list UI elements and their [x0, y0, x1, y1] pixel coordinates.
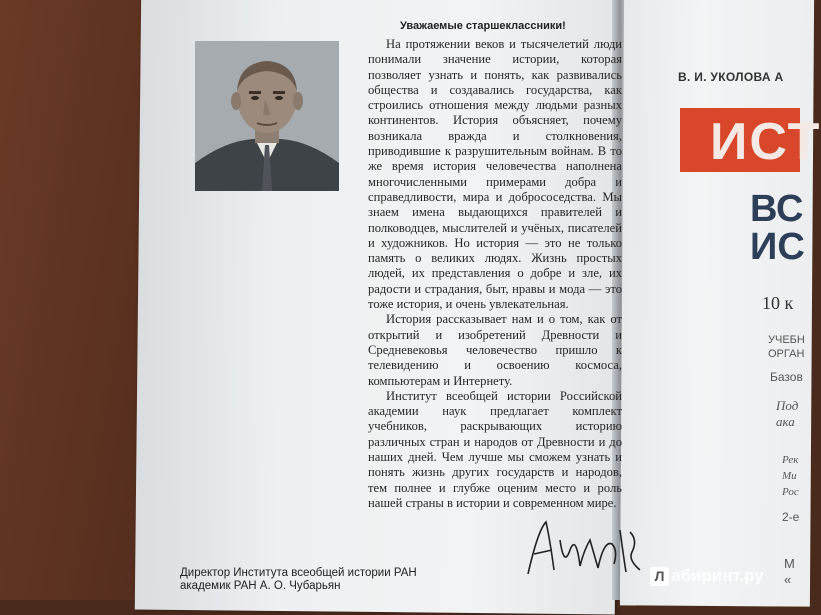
right-small-line: « [784, 572, 792, 587]
handwritten-signature [520, 510, 650, 582]
watermark-text: абиринт.ру [671, 566, 764, 585]
right-small-line: М [784, 556, 795, 571]
director-line-2: академик РАН А. О. Чубарьян [180, 580, 341, 592]
title-banner [680, 108, 821, 172]
author-names: В. И. УКОЛОВА А [678, 70, 784, 84]
labirint-watermark [650, 566, 764, 586]
director-caption [180, 567, 417, 593]
director-line-1: Директор Института всеобщей истории РАН [180, 567, 417, 579]
right-small-line: Рос [782, 486, 799, 498]
paragraph-3: Институт всеобщей истории Российской академии наук предлагает комплект учебников, раскрывающих историю различных стран и народов от Древности и до наших дней. Чем лучше мы сможем узнать и понять жизнь других государств и народов, тем полнее и глубже оценим место и роль нашей страны в истории и современном мире. [368, 388, 622, 510]
banner-text: ИСТ [710, 113, 821, 171]
right-small-line: Ми [782, 470, 797, 482]
right-small-line: 2-е [782, 510, 800, 524]
title-line-2: ИС [750, 226, 805, 268]
right-small-line: Под [776, 398, 799, 413]
grade-label: 10 к [762, 293, 794, 313]
paragraph-2: История рассказывает нам и о том, как от открытий и изобретений Древности и Средневековья человечество пришло к телевидению и освоению космоса, компьютерам и Интернету. [368, 312, 622, 388]
right-small-line: ОРГАН [768, 348, 805, 360]
greeting-heading: Уважаемые старшеклассники! [400, 20, 566, 32]
title-line-1: ВС [750, 188, 804, 230]
labirint-logo-icon: Л [650, 567, 669, 586]
greeting-body-text [368, 37, 622, 511]
right-small-line: УЧЕБН [768, 334, 805, 346]
right-small-line: ака [776, 414, 795, 429]
right-small-line: Базов [770, 370, 803, 384]
paragraph-1: На протяжении веков и тысячелетий люди понимали значение истории, которая позволяет узнать и понять, как развивались общества и создавались государства, как строились отношения между людьми разных континентов. История объясняет, почему возникала вражда и столкновения, приводившие к разрушительным войнам. В то же время история человечества наполнена многочисленными примерами добра и справедливости, мира и добрососедства. Мы знаем имена выдающихся правителей и полководцев, мыслителей и учёных, писателей и художников. Но история — это не только память о великих людях. Жизнь простых людей, их представления о добре и зле, их радости и страдания, быт, нравы и мода — это тоже история, и очень увлекательная. [368, 37, 622, 312]
right-small-line: Рек [782, 454, 799, 466]
author-portrait-photo [195, 41, 339, 191]
